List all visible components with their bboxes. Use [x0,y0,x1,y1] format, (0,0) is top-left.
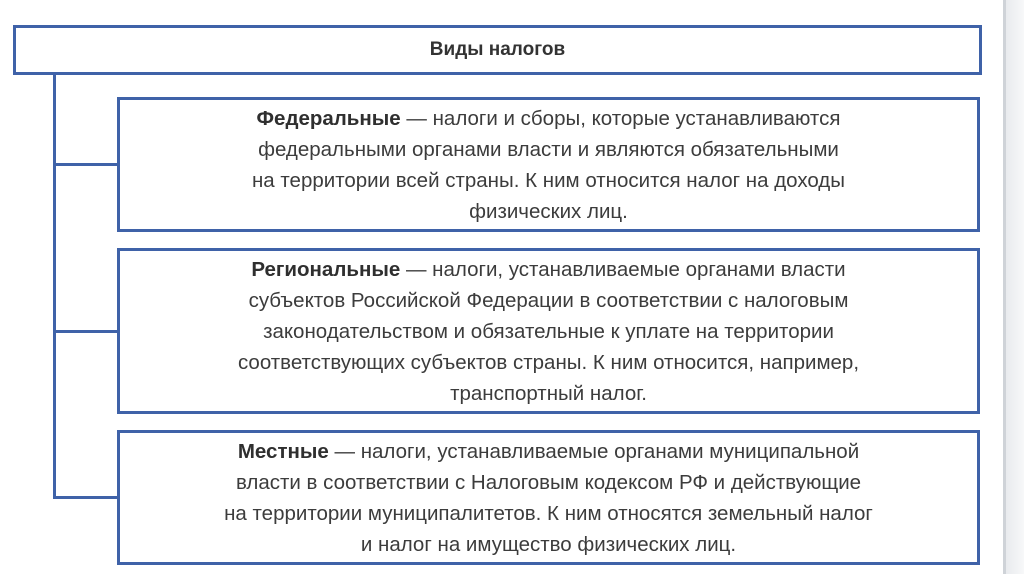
federal-taxes-term: Федеральные [256,106,401,130]
federal-line-4: физических лиц. [469,199,628,223]
slide-right-margin [1006,0,1024,574]
regional-line-2: субъектов Российской Федерации в соответствии с налоговым [248,288,849,312]
federal-taxes-text [252,103,845,227]
diagram-title-box [13,25,982,75]
diagram-title: Виды налогов [429,39,566,60]
regional-line-4: соответствующих субъектов страны. К ним относится, например, [237,350,860,374]
connector-branch-regional [53,330,117,333]
local-line-3: на территории муниципалитетов. К ним относятся земельный налог [224,501,873,525]
local-line-4: и налог на имущество физических лиц. [360,532,737,556]
local-line-1: — налоги, устанавливаемые органами муниципальной [328,439,860,463]
local-line-2: власти в соответствии с Налоговым кодексом РФ и действующие [235,470,862,494]
federal-taxes-box [117,97,980,232]
local-taxes-box [117,430,980,565]
regional-taxes-term: Региональные [251,257,401,281]
connector-branch-federal [53,163,117,166]
regional-line-1: — налоги, устанавливаемые органами власти [400,257,846,281]
federal-line-3: на территории всей страны. К ним относится налог на доходы [251,168,845,192]
federal-line-1: — налоги и сборы, которые устанавливаются [400,106,841,130]
regional-taxes-text [238,254,859,409]
connector-branch-local [53,496,117,499]
federal-line-2: федеральными органами власти и являются обязательными [258,137,839,161]
local-taxes-term: Местные [237,439,329,463]
regional-line-5: транспортный налог. [450,381,647,405]
connector-vertical [53,75,56,498]
regional-taxes-box [117,248,980,414]
regional-line-3: законодательством и обязательные к уплате на территории [263,319,834,343]
local-taxes-text [224,436,873,560]
